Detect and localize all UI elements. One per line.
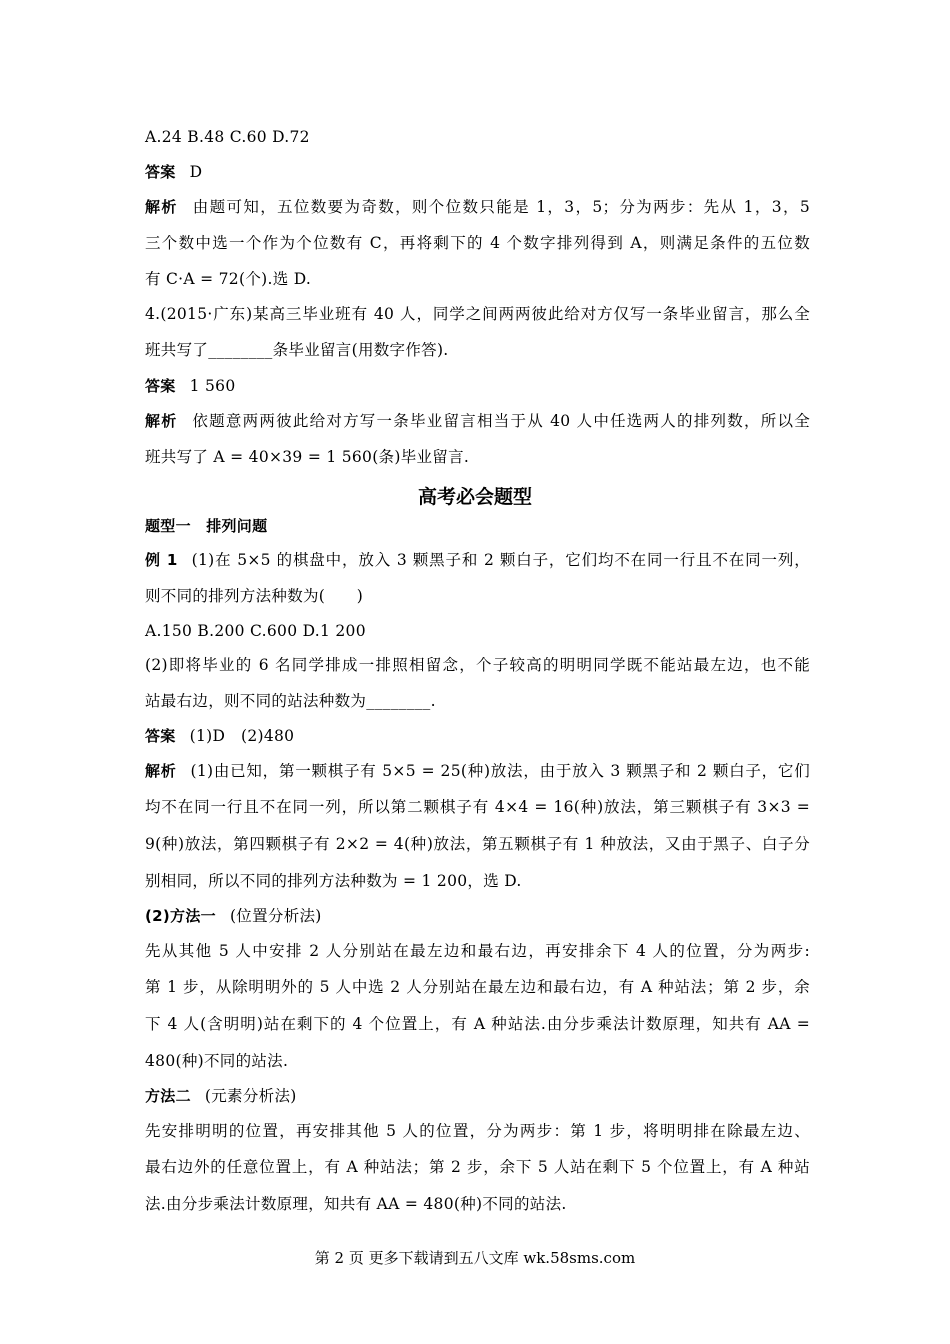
q3-answer [145, 162, 810, 182]
analysis-label: 解析 [145, 412, 178, 430]
ex1-answer [145, 726, 810, 746]
method1-line-1: 先从其他 5 人中安排 2 人分别站在最左边和最右边，再安排余下 4 人的位置，分为两步: [145, 942, 810, 960]
method1-name: (位置分析法) [229, 907, 322, 925]
method1-label: (2)方法一 [145, 907, 216, 925]
ex1-options: A.150 B.200 C.600 D.1 200 [145, 622, 366, 640]
answer-value: (1)D (2)480 [189, 727, 295, 745]
q4-analysis-line-1: 解析 依题意两两彼此给对方写一条毕业留言相当于从 40 人中任选两人的排列数，所以全 [145, 412, 810, 430]
ex1-analysis-line-2: 均不在同一行且不在同一列，所以第二颗棋子有 4×4 = 16(种)放法，第三颗棋子有 3×3 = [145, 798, 810, 816]
analysis-label: 解析 [145, 762, 177, 780]
q3-options: A.24 B.48 C.60 D.72 [145, 128, 310, 146]
q3-analysis-line-2: 三个数中选一个作为个位数有 C，再将剩下的 4 个数字排列得到 A，则满足条件的五位数 [145, 234, 810, 252]
answer-value: 1 560 [189, 377, 236, 395]
q3-analysis-line-3: 有 C·A = 72(个).选 D. [145, 270, 312, 288]
type1-heading: 题型一 排列问题 [145, 517, 268, 535]
method2-label: 方法二 [145, 1087, 191, 1105]
q4-analysis-line-2: 班共写了 A = 40×39 = 1 560(条)毕业留言. [145, 448, 470, 466]
method2-name: (元素分析法) [204, 1087, 297, 1105]
ex1-analysis-line-4: 别相同，所以不同的排列方法种数为 = 1 200，选 D. [145, 872, 522, 890]
example-label: 例 1 [145, 551, 178, 569]
q4-line-1: 4.(2015·广东)某高三毕业班有 40 人，同学之间两两彼此给对方仅写一条毕业留言，那么全 [145, 305, 810, 323]
method1-heading [145, 906, 810, 926]
q4-answer [145, 376, 810, 396]
method2-line-1: 先安排明明的位置，再安排其他 5 人的位置，分为两步：第 1 步，将明明排在除最左边、 [145, 1122, 810, 1140]
ex1-analysis-line-3: 9(种)放法，第四颗棋子有 2×2 = 4(种)放法，第五颗棋子有 1 种放法，又由于黑子、白子分 [145, 835, 810, 853]
ex1-line-3: (2)即将毕业的 6 名同学排成一排照相留念，个子较高的明明同学既不能站最左边，也不能 [145, 656, 810, 674]
ex1-line-4: 站最右边，则不同的站法种数为________. [145, 692, 436, 710]
analysis-label: 解析 [145, 198, 178, 216]
method2-heading [145, 1086, 810, 1106]
ex1-line-1: 例 1 (1)在 5×5 的棋盘中，放入 3 颗黑子和 2 颗白子，它们均不在同一行且不在同一列， [145, 551, 810, 569]
method2-line-3: 法.由分步乘法计数原理，知共有 AA = 480(种)不同的站法. [145, 1195, 567, 1213]
ex1-analysis-line-1: 解析 (1)由已知，第一颗棋子有 5×5 = 25(种)放法，由于放入 3 颗黑子和 2 颗白子，它们 [145, 762, 810, 780]
answer-value: D [189, 163, 203, 181]
section-title: 高考必会题型 [417, 486, 532, 508]
method2-line-2: 最右边外的任意位置上，有 A 种站法；第 2 步，余下 5 人站在剩下 5 个位置上，有 A 种站 [145, 1158, 810, 1176]
answer-label: 答案 [145, 377, 176, 395]
page-footer: 第 2 页 更多下载请到五八文库 wk.58sms.com [314, 1249, 636, 1267]
method1-line-4: 480(种)不同的站法. [145, 1052, 289, 1070]
q4-line-2: 班共写了________条毕业留言(用数字作答). [145, 341, 449, 359]
q3-analysis-line-1: 解析 由题可知，五位数要为奇数，则个位数只能是 1，3，5；分为两步：先从 1，3，5 [145, 198, 810, 216]
answer-label: 答案 [145, 727, 176, 745]
answer-label: 答案 [145, 163, 176, 181]
method1-line-3: 下 4 人(含明明)站在剩下的 4 个位置上，有 A 种站法.由分步乘法计数原理，知共有 AA = [145, 1015, 810, 1033]
method1-line-2: 第 1 步，从除明明外的 5 人中选 2 人分别站在最左边和最右边，有 A 种站法；第 2 步，余 [145, 978, 810, 996]
ex1-line-2: 则不同的排列方法种数为( ) [145, 587, 364, 605]
